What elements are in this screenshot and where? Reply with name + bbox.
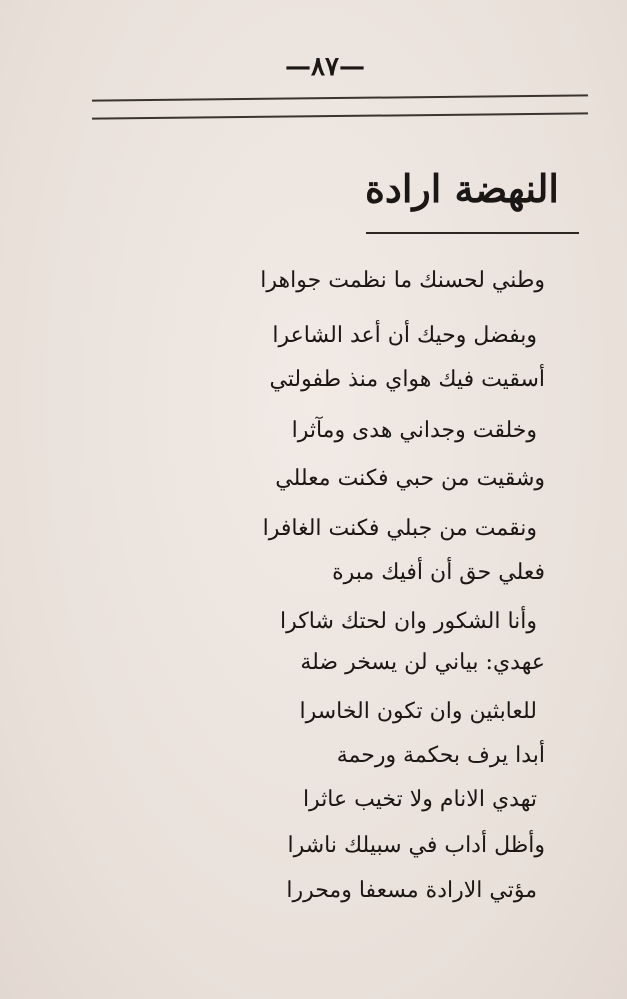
poem-line: وبفضل وحيك أن أعد الشاعرا bbox=[272, 323, 537, 348]
header-rule-top bbox=[92, 94, 588, 101]
header-rule-bottom bbox=[92, 112, 588, 119]
poem-line: أسقيت فيك هواي منذ طفولتي bbox=[269, 367, 545, 392]
poem-title: النهضة ارادة bbox=[365, 166, 559, 211]
poem-line: ونقمت من جبلي فكنت الغافرا bbox=[262, 516, 537, 541]
poem-line: تهدي الانام ولا تخيب عاثرا bbox=[302, 787, 537, 812]
poem-line: وطني لحسنك ما نظمت جواهرا bbox=[260, 268, 545, 293]
poem-line: مؤتي الارادة مسعفا ومحررا bbox=[286, 878, 537, 903]
page-number: —٨٧— bbox=[285, 52, 365, 82]
poem-line: عهدي: بياني لن يسخر ضلة bbox=[300, 650, 545, 675]
poem-line: وأظل أداب في سبيلك ناشرا bbox=[287, 833, 545, 858]
poem-line: فعلي حق أن أفيك مبرة bbox=[332, 560, 545, 585]
poem-line: وخلقت وجداني هدى ومآثرا bbox=[291, 418, 537, 443]
poem-line: وأنا الشكور وان لحتك شاكرا bbox=[280, 609, 537, 634]
poem-line: للعابثين وان تكون الخاسرا bbox=[299, 699, 537, 724]
title-underline bbox=[366, 232, 579, 234]
poem-line: أبدا يرف بحكمة ورحمة bbox=[336, 743, 545, 768]
poem-line: وشقيت من حبي فكنت معللي bbox=[275, 466, 545, 491]
